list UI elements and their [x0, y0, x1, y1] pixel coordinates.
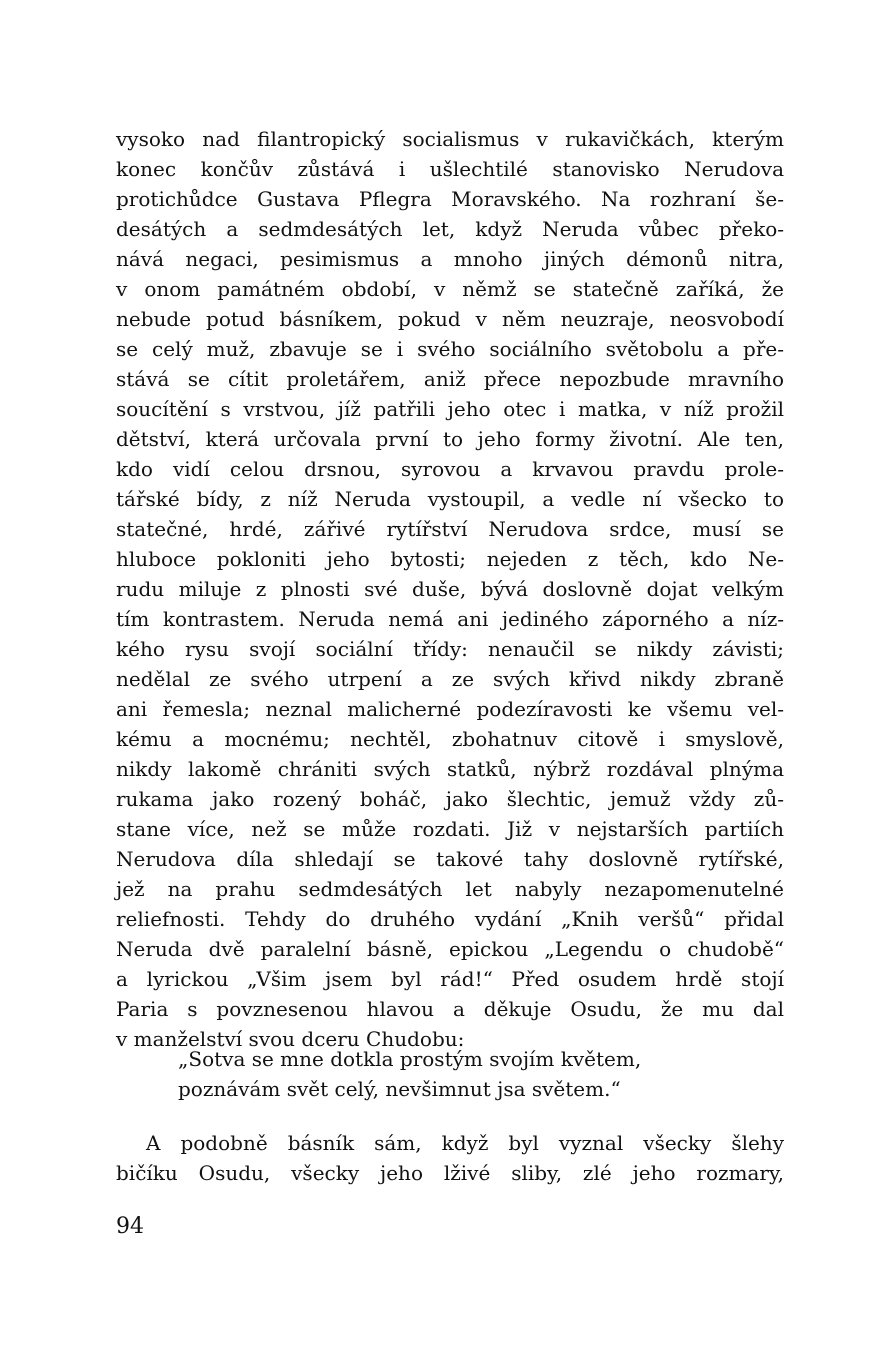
text-line: soucítění s vrstvou, jíž patřili jeho otec i matka, v níž prožil — [116, 397, 784, 421]
text-line: stává se cítit proletářem, aniž přece nepozbude mravního — [116, 367, 784, 391]
text-line: A podobně básník sám, když byl vyznal všecky šlehy — [146, 1131, 784, 1155]
text-line: nebude potud básníkem, pokud v něm neuzraje, neosvobodí — [116, 307, 784, 331]
main-paragraph — [116, 124, 784, 1054]
text-line: nikdy lakomě chrániti svých statků, nýbrž rozdával plnýma — [116, 757, 784, 781]
text-line: nedělal ze svého utrpení a ze svých křivd nikdy zbraně — [116, 667, 784, 691]
text-line: stane více, než se může rozdati. Již v nejstarších partiích — [116, 817, 784, 841]
text-line: rukama jako rozený boháč, jako šlechtic, jemuž vždy zů- — [116, 787, 784, 811]
text-line: kdo vidí celou drsnou, syrovou a krvavou pravdu prole- — [116, 457, 784, 481]
text-line: se celý muž, zbavuje se i svého sociálního světobolu a pře- — [116, 337, 784, 361]
text-line: jež na prahu sedmdesátých let nabyly nezapomenutelné — [116, 877, 784, 901]
page-number: 94 — [116, 1214, 144, 1239]
text-line: Paria s povznesenou hlavou a děkuje Osudu, že mu dal — [116, 997, 784, 1021]
verse-quote — [178, 1044, 738, 1104]
text-line: vysoko nad filantropický socialismus v rukavičkách, kterým — [116, 127, 784, 151]
text-line: tím kontrastem. Neruda nemá ani jediného záporného a níz- — [116, 607, 784, 631]
text-line: v manželství svou dceru Chudobu: — [116, 1027, 465, 1051]
text-line: kého rysu svojí sociální třídy: nenaučil se nikdy závisti; — [116, 637, 784, 661]
text-line: tářské bídy, z níž Neruda vystoupil, a vedle ní všecko to — [116, 487, 784, 511]
text-line: Neruda dvě paralelní básně, epickou „Legendu o chudobě“ — [116, 937, 784, 961]
verse-line: „Sotva se mne dotkla prostým svojím květem, — [178, 1047, 642, 1071]
text-line: reliefnosti. Tehdy do druhého vydání „Knih veršů“ přidal — [116, 907, 784, 931]
text-line: kému a mocnému; nechtěl, zbohatnuv citově i smyslově, — [116, 727, 784, 751]
text-line: statečné, hrdé, zářivé rytířství Nerudova srdce, musí se — [116, 517, 784, 541]
text-line: bičíku Osudu, všecky jeho lživé sliby, zlé jeho rozmary, — [116, 1161, 784, 1185]
text-line: v onom památném období, v němž se statečně zaříká, že — [116, 277, 784, 301]
text-line: nává negaci, pesimismus a mnoho jiných démonů nitra, — [116, 247, 784, 271]
text-line: hluboce pokloniti jeho bytosti; nejeden z těch, kdo Ne- — [116, 547, 784, 571]
text-line: protichůdce Gustava Pflegra Moravského. Na rozhraní še- — [116, 187, 784, 211]
text-line: a lyrickou „Všim jsem byl rád!“ Před osudem hrdě stojí — [116, 967, 784, 991]
second-paragraph — [116, 1128, 784, 1188]
text-line: konec končův zůstává i ušlechtilé stanovisko Nerudova — [116, 157, 784, 181]
text-line: rudu miluje z plnosti své duše, bývá doslovně dojat velkým — [116, 577, 784, 601]
text-line: ani řemesla; neznal malicherné podezíravosti ke všemu vel- — [116, 697, 784, 721]
verse-line: poznávám svět celý, nevšimnut jsa světem.“ — [178, 1077, 621, 1101]
text-line: desátých a sedmdesátých let, když Neruda vůbec překo- — [116, 217, 784, 241]
text-line: Nerudova díla shledají se takové tahy doslovně rytířské, — [116, 847, 784, 871]
text-line: dětství, která určovala první to jeho formy životní. Ale ten, — [116, 427, 784, 451]
